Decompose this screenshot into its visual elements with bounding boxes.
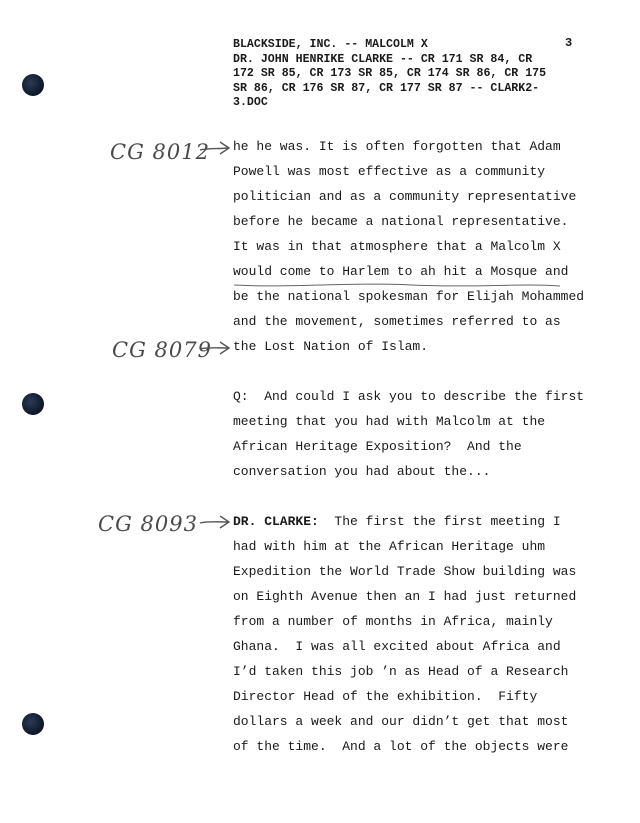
text-line: African Heritage Exposition? And the bbox=[233, 439, 522, 454]
header-line: 172 SR 85, CR 173 SR 85, CR 174 SR 86, CR 175 bbox=[233, 67, 547, 80]
handwritten-underline bbox=[232, 281, 562, 289]
text-line: conversation you had about the... bbox=[233, 464, 491, 479]
text-line: the Lost Nation of Islam. bbox=[233, 339, 429, 354]
text-line: had with him at the African Heritage uhm bbox=[233, 539, 546, 554]
text-line: of the time. And a lot of the objects were bbox=[233, 739, 569, 754]
handwritten-annotation: CG 8012 bbox=[110, 140, 210, 164]
header-line: DR. JOHN HENRIKE CLARKE -- CR 171 SR 84, CR bbox=[233, 52, 533, 66]
arrow-icon bbox=[198, 138, 232, 158]
handwritten-annotation: CG 8079 bbox=[112, 338, 212, 362]
text-line: I’d taken this job ’n as Head of a Research bbox=[233, 664, 569, 679]
arrow-icon bbox=[198, 512, 232, 532]
punch-hole-middle bbox=[22, 393, 44, 415]
speaker-label: DR. CLARKE: bbox=[233, 514, 319, 529]
text-line: Ghana. I was all excited about Africa and bbox=[233, 639, 561, 654]
text-line: and the movement, sometimes referred to as bbox=[233, 314, 561, 329]
text-line: he he was. It is often forgotten that Adam bbox=[233, 139, 561, 154]
text-line: dollars a week and our didn’t get that most bbox=[233, 714, 569, 729]
text-line bbox=[233, 514, 561, 530]
punch-hole-top bbox=[22, 74, 44, 96]
text-line: meeting that you had with Malcolm at the bbox=[233, 414, 546, 429]
text-line: from a number of months in Africa, mainly bbox=[233, 614, 553, 629]
text-line: Powell was most effective as a community bbox=[233, 164, 546, 179]
header-line: SR 86, CR 176 SR 87, CR 177 SR 87 -- CLARK2- bbox=[233, 81, 540, 95]
text-line: Expedition the World Trade Show building was bbox=[233, 564, 577, 579]
arrow-icon bbox=[198, 338, 232, 358]
page-number: 3 bbox=[565, 36, 573, 50]
header-line: BLACKSIDE, INC. -- MALCOLM X bbox=[233, 38, 428, 51]
text-line: politician and as a community representative bbox=[233, 189, 577, 204]
text-line: Q: And could I ask you to describe the first bbox=[233, 389, 585, 404]
text-line: would come to Harlem to ah hit a Mosque and bbox=[233, 264, 569, 279]
text-line: be the national spokesman for Elijah Mohammed bbox=[233, 289, 585, 304]
text-line: on Eighth Avenue then an I had just returned bbox=[233, 589, 577, 604]
text-line: before he became a national representative. bbox=[233, 214, 569, 229]
handwritten-annotation: CG 8093 bbox=[98, 512, 198, 536]
text-line: It was in that atmosphere that a Malcolm X bbox=[233, 239, 561, 254]
text-span: The first the first meeting I bbox=[318, 514, 561, 529]
header-line: 3.DOC bbox=[233, 96, 268, 109]
document-header bbox=[233, 38, 583, 111]
punch-hole-bottom bbox=[22, 713, 44, 735]
text-line: Director Head of the exhibition. Fifty bbox=[233, 689, 538, 704]
